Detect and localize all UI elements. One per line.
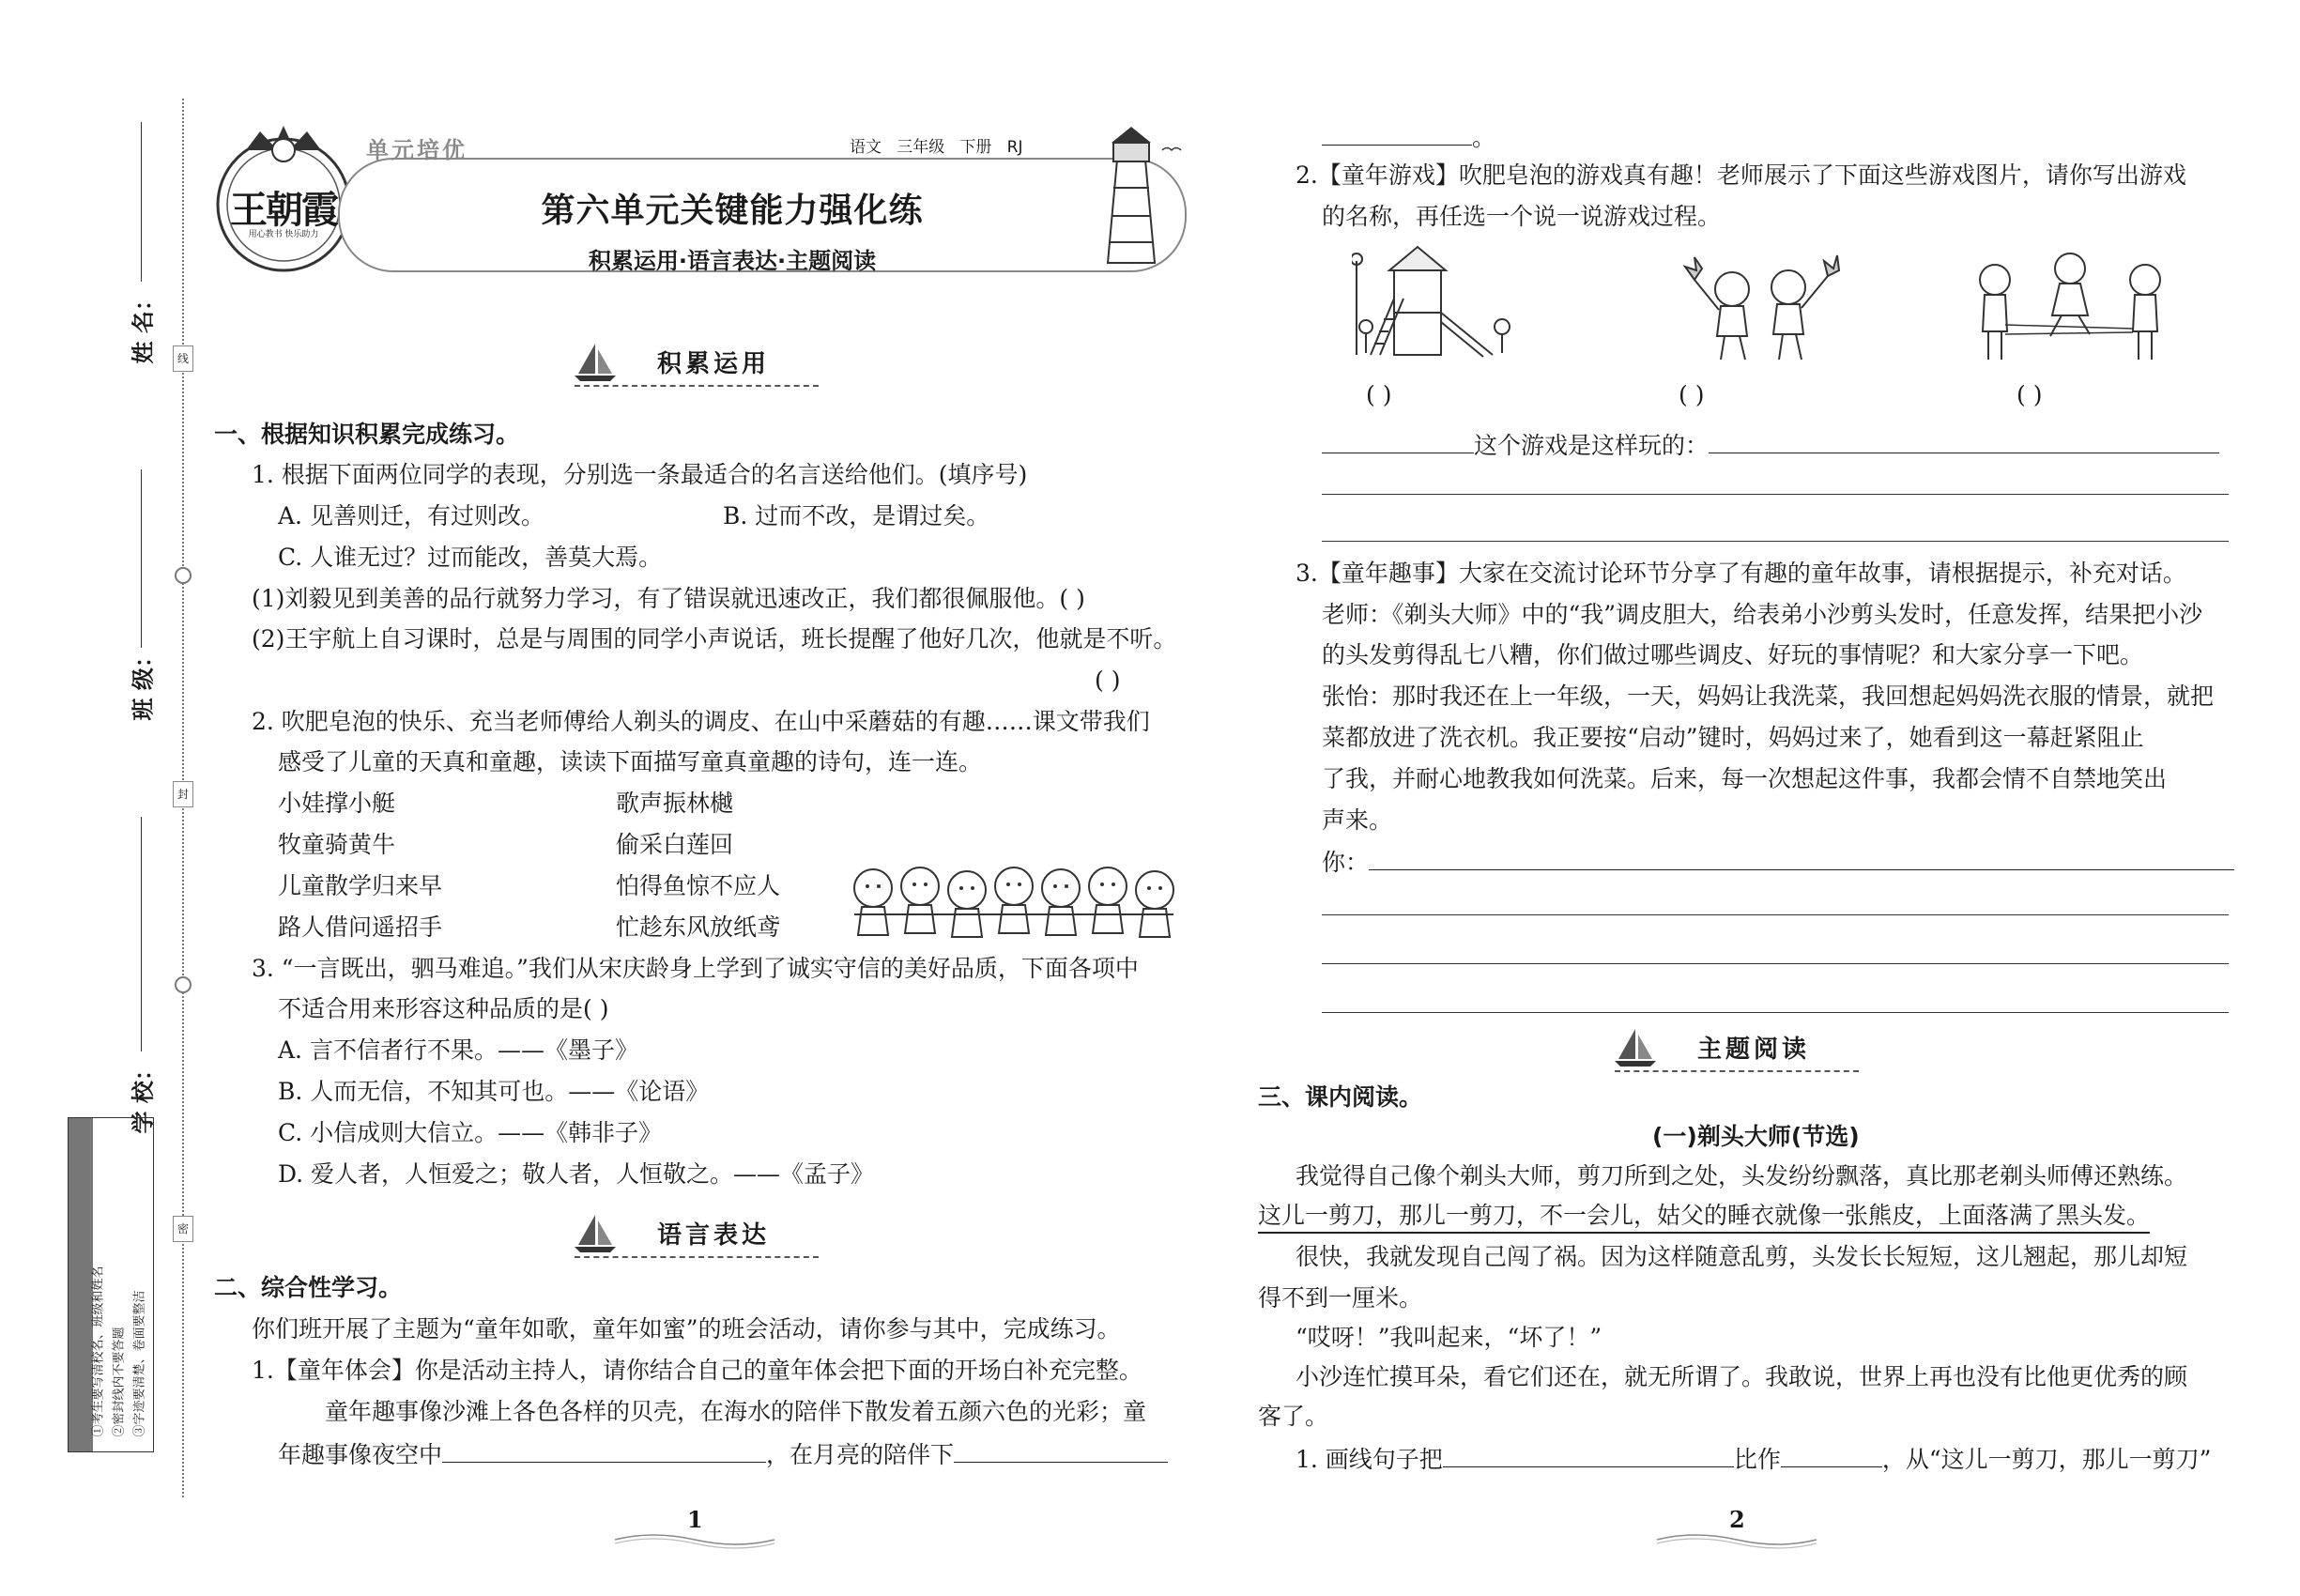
match-left-3[interactable]: 儿童散学归来早 bbox=[278, 872, 443, 899]
section-expression-title: 语言表达 bbox=[657, 1220, 771, 1250]
q1-option-b: B. 过而不改，是谓过矣。 bbox=[723, 502, 990, 529]
game-name-2[interactable]: ( ) bbox=[1679, 381, 1705, 408]
q2-3-zhangyi-4: 声来。 bbox=[1322, 806, 1393, 834]
q2-3-teacher-2: 的头发剪得乱七八糟，你们做过哪些调皮、好玩的事情呢？和大家分享一下吧。 bbox=[1322, 641, 2144, 668]
seal-dot-1 bbox=[175, 567, 192, 584]
lighthouse-icon bbox=[1080, 122, 1183, 272]
q2-3-you-line-3[interactable] bbox=[1322, 963, 2229, 964]
q2-1-text-2b: ，在月亮的陪伴下 bbox=[766, 1441, 955, 1468]
q1-option-a: A. 见善则迁，有过则改。 bbox=[278, 502, 544, 529]
sailboat-icon bbox=[573, 1211, 620, 1254]
q2-1-blank-2[interactable] bbox=[954, 1437, 1168, 1463]
q3-heading: 三、课内阅读。 bbox=[1258, 1083, 1423, 1111]
p2-continue bbox=[1322, 120, 1495, 154]
school-label: 学 校： bbox=[130, 1058, 157, 1134]
brand-logo bbox=[208, 122, 359, 272]
game-fill-row bbox=[1322, 428, 2219, 462]
q1-sub-2: (2)王宇航上自习课时，总是与周围的同学小声说话，班长提醒了他好几次，他就是不听。 bbox=[252, 625, 1177, 652]
q2-3-you-label: 你： bbox=[1322, 849, 1370, 876]
q1-3-option-a: A. 言不信者行不果。——《墨子》 bbox=[278, 1036, 638, 1064]
q2-1-blank-3[interactable] bbox=[1322, 120, 1472, 146]
passage-p2a: 很快，我就发现自己闯了祸。因为这样随意乱剪，头发长长短短，这儿翘起，那儿却短 bbox=[1296, 1243, 2188, 1270]
match-right-2[interactable]: 偷采白莲回 bbox=[616, 831, 734, 858]
class-line[interactable] bbox=[141, 469, 142, 648]
q2-3-teacher-1: 老师：《剃头大师》中的“我”调皮胆大，给表弟小沙剪头发时，任意发挥，结果把小沙 bbox=[1322, 601, 2203, 628]
passage-p2b: 得不到一厘米。 bbox=[1258, 1284, 1423, 1312]
q2-3-you-blank-1[interactable] bbox=[1369, 845, 2234, 870]
passage-title: (一)剃头大师(节选) bbox=[1652, 1123, 1860, 1150]
q3-1-blank-1[interactable] bbox=[1443, 1442, 1734, 1467]
section-reading-title: 主题阅读 bbox=[1697, 1035, 1811, 1064]
name-label: 姓 名： bbox=[130, 288, 157, 364]
q1-3-prompt-a: 3. “一言既出，驷马难追。”我们从宋庆龄身上学到了诚实守信的美好品质，下面各项中 bbox=[252, 955, 1139, 982]
page-1-footer-ornament bbox=[610, 1530, 779, 1549]
passage-p4b: 客了。 bbox=[1258, 1403, 1329, 1430]
section-expression bbox=[573, 1209, 854, 1256]
page-title: 第六单元关键能力强化练 bbox=[541, 192, 924, 230]
game-process-line-3[interactable] bbox=[1322, 541, 2229, 542]
q3-1-row bbox=[1296, 1442, 2211, 1476]
passage-p1a: 我觉得自己像个剃头大师，剪刀所到之处，头发纷纷飘落，真比那老剃头师傅还熟练。 bbox=[1296, 1162, 2188, 1189]
q2-heading: 二、综合性学习。 bbox=[214, 1274, 403, 1301]
school-line[interactable] bbox=[141, 817, 142, 1051]
match-left-4[interactable]: 路人借问遥招手 bbox=[278, 913, 443, 941]
section-accumulate bbox=[573, 338, 854, 385]
sailboat-icon bbox=[1613, 1025, 1660, 1068]
match-left-1[interactable]: 小娃撑小艇 bbox=[278, 790, 396, 817]
match-right-3[interactable]: 怕得鱼惊不应人 bbox=[616, 872, 781, 899]
seal-mark-2: 封 bbox=[173, 781, 193, 807]
seal-mark-3: 密 bbox=[173, 1216, 193, 1242]
page-2-footer-ornament bbox=[1652, 1530, 1821, 1549]
section-accumulate-rule bbox=[575, 385, 819, 387]
q2-3-zhangyi-2: 菜都放进了洗衣机。我正要按“启动”键时，妈妈过来了，她看到这一幕赶紧阻止 bbox=[1322, 724, 2144, 751]
q1-3-option-d: D. 爱人者，人恒爱之；敬人者，人恒敬之。——《孟子》 bbox=[278, 1160, 875, 1188]
q2-2-prompt-b: 的名称，再任选一个说一说游戏过程。 bbox=[1322, 203, 1722, 230]
children-illustration bbox=[845, 858, 1183, 952]
seal-dot-2 bbox=[175, 976, 192, 993]
series-label: 单元培优 bbox=[366, 137, 468, 163]
p2-continue-end: 。 bbox=[1472, 124, 1496, 151]
q2-3-zhangyi-3: 了我，并耐心地教我如何洗菜。后来，每一次想起这件事，我都会情不自禁地笑出 bbox=[1322, 765, 2168, 792]
passage-p4a: 小沙连忙摸耳朵，看它们还在，就无所谓了。我敢说，世界上再也没有比他更优秀的顾 bbox=[1296, 1363, 2188, 1390]
game-process-line-2[interactable] bbox=[1322, 494, 2229, 495]
page-number-1: 1 bbox=[687, 1506, 703, 1533]
q3-1-text-a: 1. 画线句子把 bbox=[1296, 1446, 1443, 1473]
q1-2-prompt-b: 感受了儿童的天真和童趣，读读下面描写童真童趣的诗句，连一连。 bbox=[278, 748, 983, 775]
q1-1-prompt: 1. 根据下面两位同学的表现，分别选一条最适合的名言送给他们。(填序号) bbox=[252, 461, 1028, 488]
match-right-1[interactable]: 歌声振林樾 bbox=[616, 790, 734, 817]
pinwheel-children-illustration bbox=[1666, 242, 1854, 364]
q2-3-you-line-2[interactable] bbox=[1322, 914, 2229, 915]
page-number-2: 2 bbox=[1729, 1506, 1745, 1533]
q3-1-blank-2[interactable] bbox=[1781, 1442, 1882, 1467]
game-name-3[interactable]: ( ) bbox=[2016, 381, 2043, 408]
sailboat-icon bbox=[573, 340, 620, 383]
game-name-blank[interactable] bbox=[1322, 428, 1474, 453]
section-reading bbox=[1613, 1023, 1894, 1070]
q2-3-zhangyi-1: 张怡：那时我还在上一年级，一天，妈妈让我洗菜，我回想起妈妈洗衣服的情景，就把 bbox=[1322, 683, 2215, 710]
playground-slide-illustration bbox=[1352, 242, 1540, 364]
page2-body-2 bbox=[1258, 1082, 2244, 1495]
q1-option-c: C. 人谁无过？过而能改，善莫大焉。 bbox=[278, 544, 663, 571]
notice-item-1: ①考生要写清校名、班级和姓名 bbox=[91, 1266, 106, 1437]
q2-1-prompt: 1.【童年体会】你是活动主持人，请你结合自己的童年体会把下面的开场白补充完整。 bbox=[252, 1357, 1142, 1384]
page1-body-2 bbox=[214, 1272, 1190, 1497]
q2-1-text-1: 童年趣事像沙滩上各色各样的贝壳，在海水的陪伴下散发着五颜六色的光彩；童 bbox=[325, 1398, 1147, 1425]
q2-intro: 你们班开展了主题为“童年如歌，童年如蜜”的班会活动，请你参与其中，完成练习。 bbox=[252, 1315, 1121, 1343]
name-line[interactable] bbox=[141, 122, 142, 282]
page-subtitle: 积累运用·语言表达·主题阅读 bbox=[588, 248, 877, 274]
section-accumulate-title: 积累运用 bbox=[657, 349, 771, 378]
q1-3-option-c: C. 小信成则大信立。——《韩非子》 bbox=[278, 1119, 663, 1146]
notice-title: 注意事项 bbox=[69, 1451, 87, 1509]
q2-1-blank-1[interactable] bbox=[442, 1437, 766, 1463]
subject-meta: 语文 三年级 下册 RJ bbox=[850, 138, 1023, 157]
passage-p3: “哎呀！”我叫起来，“坏了！” bbox=[1296, 1324, 1602, 1351]
match-right-4[interactable]: 忙趁东风放纸鸢 bbox=[616, 913, 781, 941]
passage-p1b-underlined: 这儿一剪刀，那儿一剪刀，不一会儿，姑父的睡衣就像一张熊皮，上面落满了黑头发。 bbox=[1258, 1200, 2150, 1234]
q1-3-prompt-b[interactable]: 不适合用来形容这种品质的是( ) bbox=[278, 995, 609, 1022]
game-fill-label: 这个游戏是这样玩的： bbox=[1474, 432, 1710, 459]
q2-3-you-line-4[interactable] bbox=[1322, 1012, 2229, 1013]
section-expression-rule bbox=[575, 1256, 819, 1258]
brand-name: 王朝霞 bbox=[230, 189, 337, 232]
q2-1-text-2 bbox=[278, 1437, 1168, 1471]
game-process-blank[interactable] bbox=[1709, 428, 2219, 453]
q2-3-prompt: 3.【童年趣事】大家在交流讨论环节分享了有趣的童年故事，请根据提示，补充对话。 bbox=[1296, 560, 2186, 587]
jump-rope-children-illustration bbox=[1971, 242, 2169, 364]
q3-1-text-c: ，从“这儿一剪刀，那儿一剪刀” bbox=[1881, 1446, 2212, 1473]
class-label: 班 级： bbox=[130, 645, 157, 721]
q1-heading: 一、根据知识积累完成练习。 bbox=[214, 421, 520, 448]
notice-item-3: ③字迹要清楚、卷面要整洁 bbox=[132, 1290, 147, 1437]
q2-2-prompt-a: 2.【童年游戏】吹肥皂泡的游戏真有趣！老师展示了下面这些游戏图片，请你写出游戏 bbox=[1296, 161, 2186, 189]
q1-3-option-b: B. 人而无信，不知其可也。——《论语》 bbox=[278, 1078, 710, 1105]
q2-3-you-row bbox=[1322, 845, 2234, 879]
q1-sub-1[interactable]: (1)刘毅见到美善的品行就努力学习，有了错误就迅速改正，我们都很佩服他。( ) bbox=[252, 585, 1085, 612]
q1-sub-2-answer[interactable]: ( ) bbox=[1095, 667, 1121, 694]
brand-sub: 用心教书 快乐助力 bbox=[248, 230, 319, 239]
q2-1-text-2a: 年趣事像夜空中 bbox=[278, 1441, 443, 1468]
notice-box bbox=[68, 1117, 154, 1509]
seal-mark-1: 线 bbox=[173, 345, 193, 372]
section-reading-rule bbox=[1615, 1070, 1859, 1072]
match-left-2[interactable]: 牧童骑黄牛 bbox=[278, 831, 396, 858]
game-name-1[interactable]: ( ) bbox=[1366, 381, 1392, 408]
q1-2-prompt-a: 2. 吹肥皂泡的快乐、充当老师傅给人剃头的调皮、在山中采蘑菇的有趣……课文带我们 bbox=[252, 708, 1150, 735]
q3-1-text-b: 比作 bbox=[1733, 1446, 1781, 1473]
notice-item-2: ②密封线内不要答题 bbox=[112, 1327, 127, 1437]
